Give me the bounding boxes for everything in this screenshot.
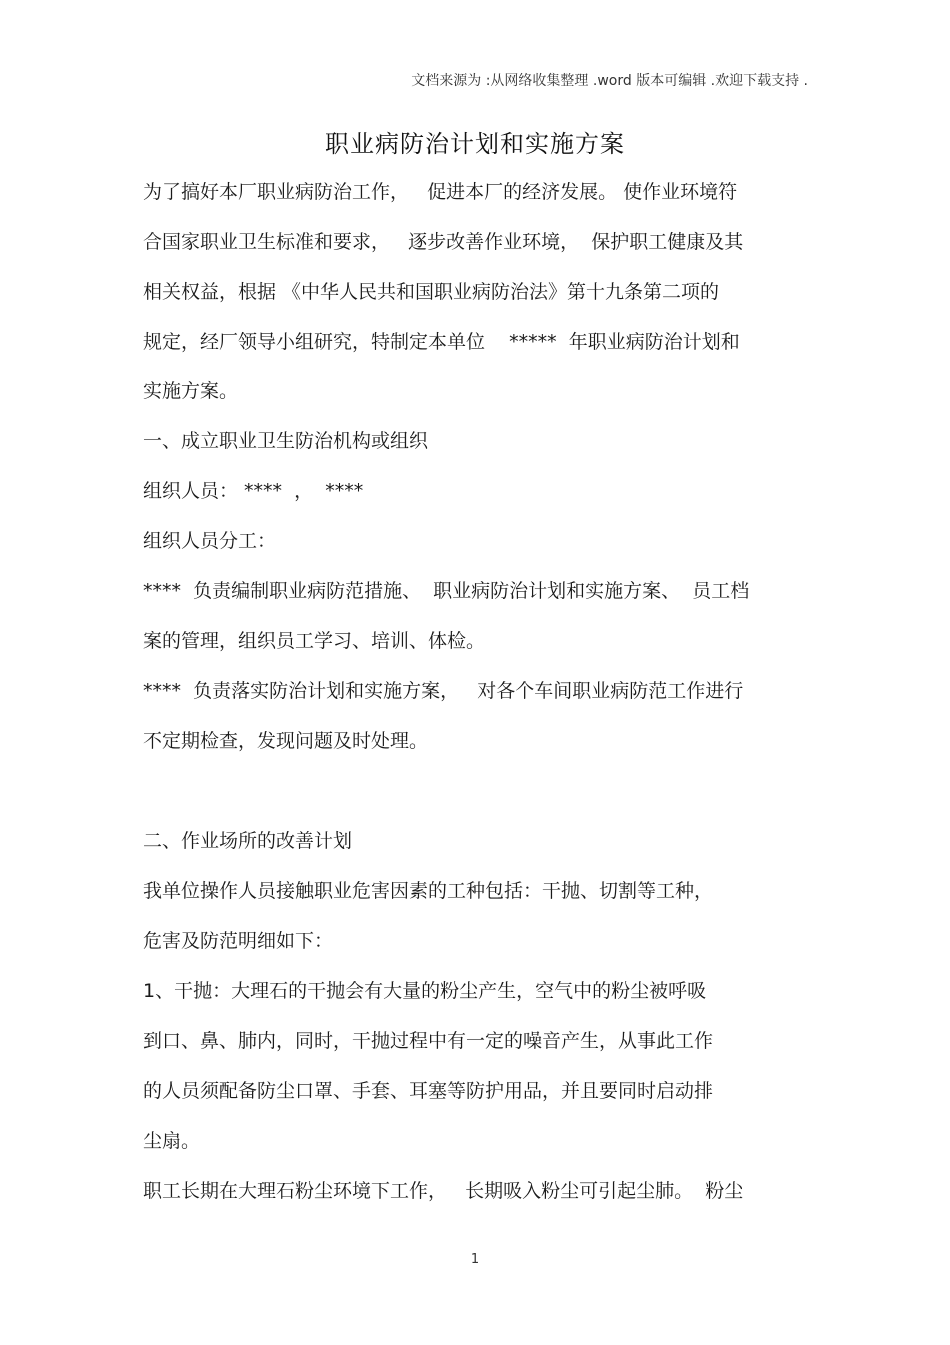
body-line: **** 负责编制职业病防范措施、 职业病防治计划和实施方案、 员工档	[143, 580, 750, 602]
body-line: 实施方案。	[143, 380, 239, 402]
body-line: 相关权益，根据 《中华人民共和国职业病防治法》第十九条第二项的	[143, 281, 720, 303]
body-line: **** 负责落实防治计划和实施方案， 对各个车间职业病防范工作进行	[143, 680, 744, 702]
body-line: 组织人员分工：	[143, 530, 277, 552]
body-line: 职工长期在大理石粉尘环境下工作， 长期吸入粉尘可引起尘肺。 粉尘	[143, 1180, 744, 1202]
body-line: 1、干抛：大理石的干抛会有大量的粉尘产生，空气中的粉尘被呼吸	[143, 980, 707, 1002]
body-line: 不定期检查，发现问题及时处理。	[143, 730, 429, 752]
body-line: 案的管理，组织员工学习、培训、体检。	[143, 630, 486, 652]
body-line: 合国家职业卫生标准和要求， 逐步改善作业环境， 保护职工健康及其	[143, 231, 744, 253]
body-line: 组织人员： **** ， ****	[143, 480, 364, 502]
body-line: 规定，经厂领导小组研究，特制定本单位 ***** 年职业病防治计划和	[143, 331, 740, 353]
page-number: 1	[470, 1252, 480, 1267]
body-line: 危害及防范明细如下：	[143, 930, 334, 952]
header-source-note: 文档来源为 :从网络收集整理 .word 版本可编辑 .欢迎下载支持 .	[411, 73, 808, 89]
body-line: 为了搞好本厂职业病防治工作， 促进本厂的经济发展。 使作业环境符	[143, 181, 738, 203]
body-line: 我单位操作人员接触职业危害因素的工种包括：干抛、切割等工种，	[143, 880, 714, 902]
section-heading-1: 一、成立职业卫生防治机构或组织	[143, 430, 429, 452]
body-line: 到口、鼻、肺内，同时，干抛过程中有一定的噪音产生，从事此工作	[143, 1030, 714, 1052]
body-line: 尘扇。	[143, 1130, 201, 1152]
document-title: 职业病防治计划和实施方案	[325, 130, 625, 158]
body-line: 的人员须配备防尘口罩、手套、耳塞等防护用品，并且要同时启动排	[143, 1080, 714, 1102]
section-heading-2: 二、作业场所的改善计划	[143, 830, 353, 852]
